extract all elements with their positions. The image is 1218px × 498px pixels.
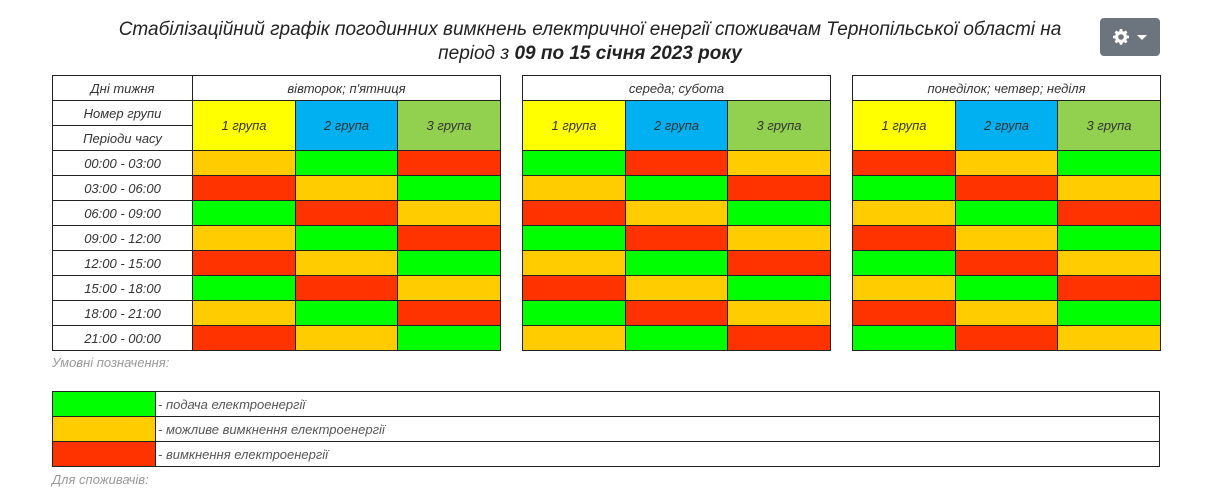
group-cell: 1 група xyxy=(523,101,626,151)
period-cell: 21:00 - 00:00 xyxy=(53,326,193,351)
legend-row xyxy=(53,417,1160,442)
status-cell-green xyxy=(296,226,398,251)
status-cell-red xyxy=(853,151,956,176)
status-cell-red xyxy=(728,176,831,201)
status-cell-green xyxy=(853,251,956,276)
table-row xyxy=(53,151,1161,176)
legend-swatch-green xyxy=(53,392,156,417)
status-cell-red xyxy=(1058,276,1161,301)
status-cell-orange xyxy=(296,326,398,351)
period-header: Періоди часу xyxy=(53,126,193,151)
period-cell: 06:00 - 09:00 xyxy=(53,201,193,226)
table-row xyxy=(53,326,1161,351)
status-cell-orange xyxy=(193,301,296,326)
group-cell: 2 група xyxy=(296,101,398,151)
status-cell-red xyxy=(853,226,956,251)
legend-row xyxy=(53,442,1160,467)
settings-button[interactable] xyxy=(1100,18,1160,56)
period-cell: 12:00 - 15:00 xyxy=(53,251,193,276)
legend-swatch-orange xyxy=(53,417,156,442)
gear-icon xyxy=(1113,29,1129,45)
status-cell-green xyxy=(728,276,831,301)
status-cell-orange xyxy=(523,251,626,276)
column-gap xyxy=(501,76,523,351)
status-cell-green xyxy=(1058,301,1161,326)
table-row xyxy=(53,176,1161,201)
status-cell-red xyxy=(523,276,626,301)
status-cell-red xyxy=(1058,201,1161,226)
status-cell-red xyxy=(193,326,296,351)
status-cell-orange xyxy=(523,326,626,351)
consumers-label: Для споживачів: xyxy=(52,472,149,487)
day-group-header: понеділок; четвер; неділя xyxy=(853,76,1161,101)
status-cell-orange xyxy=(853,276,956,301)
status-cell-orange xyxy=(956,151,1058,176)
status-cell-green xyxy=(523,226,626,251)
status-cell-green xyxy=(296,301,398,326)
status-cell-green xyxy=(626,326,728,351)
title-line1: Стабілізаційний графік погодинних вимкнень електричної енергії споживачам Тернопільської області на xyxy=(118,19,1062,40)
status-cell-red xyxy=(728,251,831,276)
group-cell: 3 група xyxy=(398,101,501,151)
group-cell: 2 група xyxy=(956,101,1058,151)
legend-title: Умовні позначення: xyxy=(52,355,170,370)
status-cell-green xyxy=(1058,151,1161,176)
status-cell-green xyxy=(956,201,1058,226)
legend-table xyxy=(52,391,1160,467)
status-cell-orange xyxy=(296,251,398,276)
status-cell-red xyxy=(193,251,296,276)
status-cell-green xyxy=(398,176,501,201)
day-group-header: середа; субота xyxy=(523,76,831,101)
group-cell: 3 група xyxy=(1058,101,1161,151)
status-cell-green xyxy=(956,276,1058,301)
period-cell: 03:00 - 06:00 xyxy=(53,176,193,201)
column-gap xyxy=(831,76,853,351)
status-cell-orange xyxy=(956,301,1058,326)
status-cell-orange xyxy=(398,276,501,301)
status-cell-red xyxy=(398,151,501,176)
status-cell-green xyxy=(626,176,728,201)
status-cell-red xyxy=(296,276,398,301)
status-cell-green xyxy=(853,326,956,351)
legend-text: - вимкнення електроенергії xyxy=(156,442,1160,467)
status-cell-orange xyxy=(193,151,296,176)
status-cell-green xyxy=(193,276,296,301)
period-cell: 09:00 - 12:00 xyxy=(53,226,193,251)
legend-text: - можливе вимкнення електроенергії xyxy=(156,417,1160,442)
status-cell-orange xyxy=(193,226,296,251)
status-cell-green xyxy=(398,251,501,276)
group-cell: 1 група xyxy=(853,101,956,151)
status-cell-red xyxy=(193,176,296,201)
table-row xyxy=(53,226,1161,251)
status-cell-red xyxy=(956,326,1058,351)
status-cell-red xyxy=(956,176,1058,201)
status-cell-orange xyxy=(523,176,626,201)
group-cell: 3 група xyxy=(728,101,831,151)
period-cell: 00:00 - 03:00 xyxy=(53,151,193,176)
status-cell-green xyxy=(853,176,956,201)
status-cell-red xyxy=(626,301,728,326)
title-line2-prefix: період з xyxy=(438,43,515,64)
status-cell-orange xyxy=(853,201,956,226)
status-cell-green xyxy=(296,151,398,176)
status-cell-red xyxy=(626,151,728,176)
period-cell: 15:00 - 18:00 xyxy=(53,276,193,301)
day-group-header: вівторок; п'ятниця xyxy=(193,76,501,101)
group-cell: 1 група xyxy=(193,101,296,151)
status-cell-red xyxy=(523,201,626,226)
group-cell: 2 група xyxy=(626,101,728,151)
status-cell-red xyxy=(728,326,831,351)
status-cell-orange xyxy=(626,276,728,301)
day-header: Дні тижня xyxy=(53,76,193,101)
status-cell-orange xyxy=(626,201,728,226)
status-cell-green xyxy=(193,201,296,226)
status-cell-red xyxy=(853,301,956,326)
status-cell-green xyxy=(1058,226,1161,251)
status-cell-red xyxy=(626,226,728,251)
period-cell: 18:00 - 21:00 xyxy=(53,301,193,326)
status-cell-red xyxy=(956,251,1058,276)
table-row xyxy=(53,201,1161,226)
status-cell-orange xyxy=(956,226,1058,251)
legend-row xyxy=(53,392,1160,417)
status-cell-orange xyxy=(296,176,398,201)
status-cell-orange xyxy=(1058,176,1161,201)
status-cell-red xyxy=(296,201,398,226)
table-row xyxy=(53,276,1161,301)
title-period: 09 по 15 січня 2023 року xyxy=(514,43,742,64)
status-cell-orange xyxy=(1058,251,1161,276)
status-cell-green xyxy=(523,151,626,176)
status-cell-orange xyxy=(1058,326,1161,351)
table-row xyxy=(53,251,1161,276)
status-cell-red xyxy=(398,301,501,326)
status-cell-green xyxy=(728,201,831,226)
table-row xyxy=(53,301,1161,326)
status-cell-green xyxy=(523,301,626,326)
group-header: Номер групи xyxy=(53,101,193,126)
legend-swatch-red xyxy=(53,442,156,467)
status-cell-orange xyxy=(728,301,831,326)
legend-text: - подача електроенергії xyxy=(156,392,1160,417)
status-cell-orange xyxy=(398,201,501,226)
status-cell-orange xyxy=(728,226,831,251)
status-cell-green xyxy=(626,251,728,276)
schedule-table xyxy=(52,75,1161,351)
chevron-down-icon xyxy=(1137,35,1147,40)
status-cell-orange xyxy=(728,151,831,176)
status-cell-green xyxy=(398,326,501,351)
page-title xyxy=(40,18,1140,66)
status-cell-red xyxy=(398,226,501,251)
